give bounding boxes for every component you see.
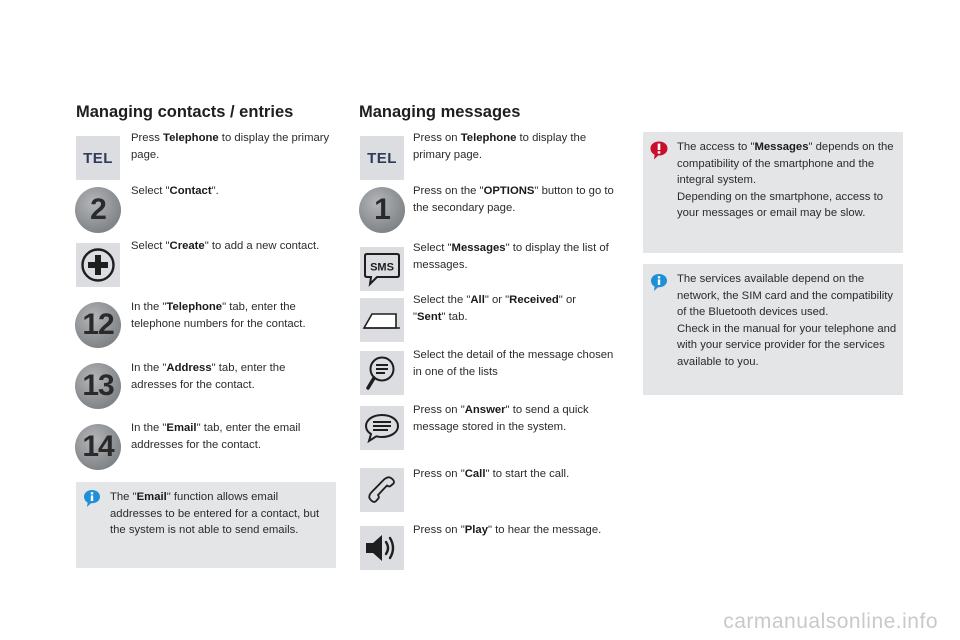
messages-step-7: Press on "Call" to start the call. bbox=[413, 468, 570, 480]
tab-icon bbox=[360, 298, 404, 342]
step-number-14: 14 bbox=[75, 424, 121, 470]
contacts-step-6: In the "Email" tab, enter the email addresses for the contact. bbox=[131, 422, 301, 451]
messages-step-3: Select "Messages" to display the list of messages. bbox=[413, 242, 609, 271]
step-number-2: 2 bbox=[75, 187, 121, 233]
watermark: carmanualsonline.info bbox=[723, 610, 938, 633]
warning-text: The access to "Messages" depends on the compatibility of the smartphone and the integral system. Depending on the smartphone, access to your messages or email may be slow. bbox=[677, 141, 894, 219]
messages-step-5: Select the detail of the message chosen in one of the lists bbox=[413, 349, 614, 378]
tel-label: TEL bbox=[83, 149, 113, 167]
email-info-text: The "Email" function allows email addresses to be entered for a contact, but the system is not able to send emails. bbox=[110, 491, 320, 536]
answer-icon bbox=[360, 406, 404, 450]
contacts-step-3: Select "Create" to add a new contact. bbox=[131, 240, 320, 252]
messages-step-4: Select the "All" or "Received" or "Sent" tab. bbox=[413, 294, 576, 323]
speaker-icon bbox=[360, 526, 404, 570]
contacts-step-4: In the "Telephone" tab, enter the telephone numbers for the contact. bbox=[131, 301, 306, 330]
call-icon bbox=[360, 468, 404, 512]
contacts-step-1: Press Telephone to display the primary page. bbox=[131, 132, 330, 161]
tel-label: TEL bbox=[367, 149, 397, 167]
messages-step-6: Press on "Answer" to send a quick message stored in the system. bbox=[413, 404, 589, 433]
contacts-step-2: Select "Contact". bbox=[131, 185, 219, 197]
services-info-text: The services available depend on the network, the SIM card and the compatibility of the Bluetooth devices used. Check in the manual for your telephone and with your service provider for the services available to you. bbox=[677, 273, 897, 368]
warning-panel bbox=[643, 132, 903, 253]
tel-button-icon bbox=[76, 136, 120, 180]
message-detail-icon bbox=[360, 351, 404, 395]
plus-icon bbox=[76, 243, 120, 287]
info-icon bbox=[651, 274, 667, 292]
sms-icon bbox=[360, 247, 404, 291]
svg-text:SMS: SMS bbox=[370, 261, 394, 274]
messages-step-2: Press on the "OPTIONS" button to go to the secondary page. bbox=[413, 185, 614, 214]
messages-heading: Managing messages bbox=[359, 103, 521, 121]
info-icon bbox=[84, 490, 100, 508]
warning-icon bbox=[650, 141, 668, 161]
step-number-12: 12 bbox=[75, 302, 121, 348]
contacts-heading: Managing contacts / entries bbox=[76, 103, 294, 121]
messages-step-8: Press on "Play" to hear the message. bbox=[413, 524, 602, 536]
email-info-panel bbox=[76, 482, 336, 568]
step-number-13: 13 bbox=[75, 363, 121, 409]
tel-button-icon bbox=[360, 136, 404, 180]
step-number-1: 1 bbox=[359, 187, 405, 233]
services-info-panel bbox=[643, 264, 903, 395]
messages-step-1: Press on Telephone to display the primary page. bbox=[413, 132, 587, 161]
contacts-step-5: In the "Address" tab, enter the adresses for the contact. bbox=[131, 362, 286, 391]
